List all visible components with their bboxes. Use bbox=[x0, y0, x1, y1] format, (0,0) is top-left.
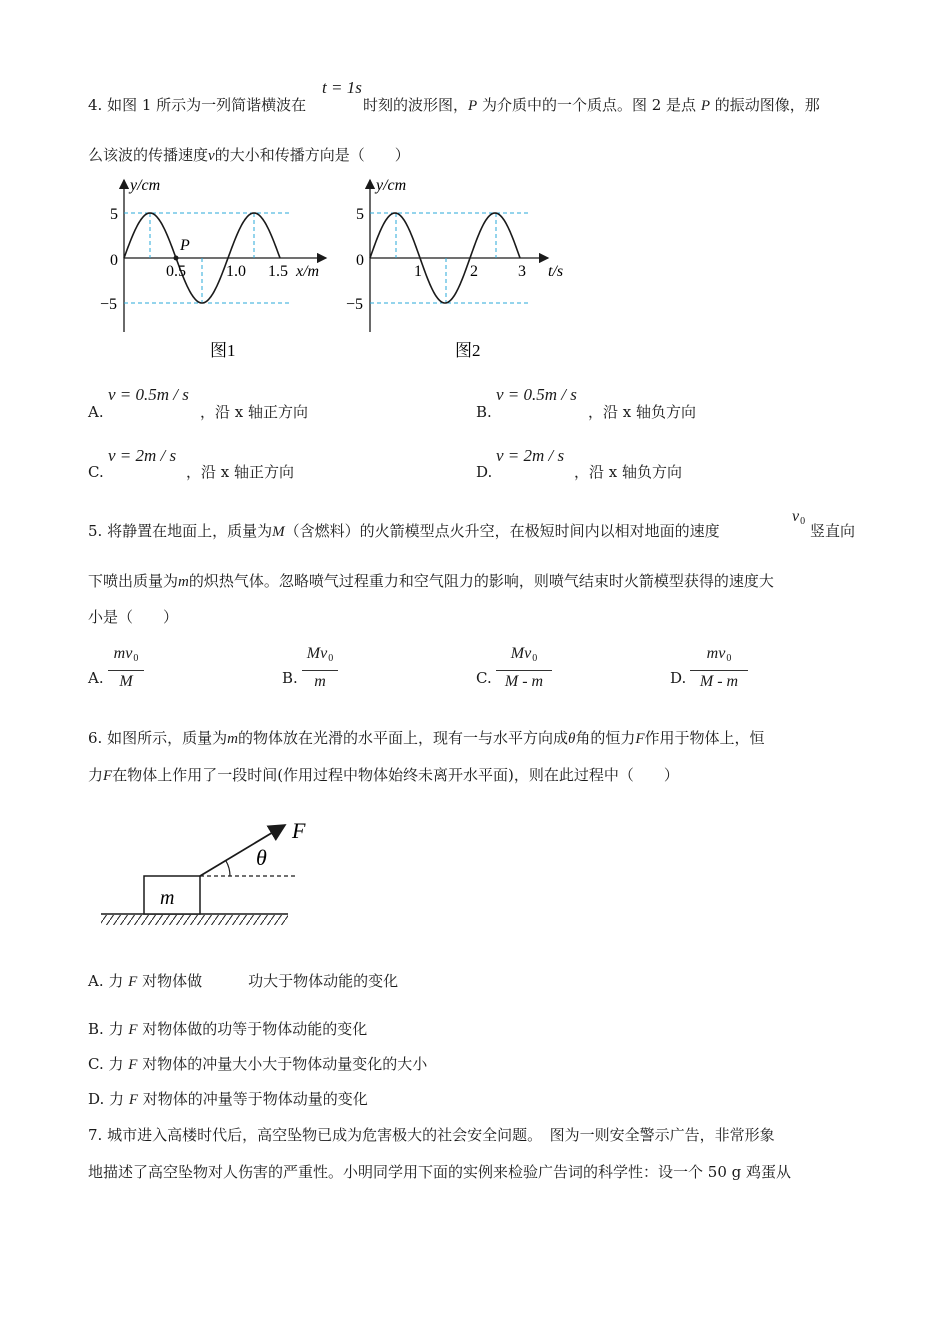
fig1-ytick: 0 bbox=[110, 252, 118, 269]
q5-text: 的炽热气体。忽略喷气过程重力和空气阻力的影响，则喷气结束时火箭模型获得的速度大 bbox=[188, 572, 774, 590]
frac-den: M - m bbox=[699, 673, 739, 690]
v0-base: v bbox=[792, 508, 800, 525]
q6-text: 角的恒力 bbox=[575, 729, 636, 747]
q6-line2 bbox=[88, 765, 679, 786]
q5-option-c-fraction bbox=[496, 644, 552, 692]
q4-option-d[interactable] bbox=[476, 462, 492, 482]
q5-option-d-fraction bbox=[690, 644, 748, 692]
ground-hatch bbox=[101, 915, 288, 925]
q5-line2 bbox=[88, 571, 774, 592]
fig1-xtick: 1.0 bbox=[226, 263, 246, 280]
q5-option-d[interactable]: D. bbox=[670, 669, 687, 687]
frac-num: mv bbox=[113, 645, 133, 662]
angle-label: θ bbox=[256, 845, 267, 870]
frac-sub: 0 bbox=[532, 653, 538, 664]
option-text: 力 bbox=[104, 1090, 129, 1108]
frac-num: Mv bbox=[306, 645, 328, 662]
fig2-x-label: t/s bbox=[548, 263, 564, 280]
fig2-ytick: −5 bbox=[346, 296, 364, 313]
fig1-ytick: 5 bbox=[110, 206, 118, 223]
q5-line1 bbox=[88, 521, 720, 542]
q4-option-b[interactable] bbox=[476, 402, 492, 422]
force-label: F bbox=[292, 818, 306, 843]
q5-v0 bbox=[792, 508, 805, 527]
q6-m: m bbox=[227, 731, 238, 747]
q6-F: F bbox=[635, 731, 645, 747]
frac-sub: 0 bbox=[726, 653, 732, 664]
q4-time-formula bbox=[322, 78, 362, 98]
q4-text: 的大小和传播方向是（ ） bbox=[214, 146, 410, 164]
option-text: 对物体做 bbox=[137, 972, 203, 990]
q5-M: M bbox=[272, 524, 285, 540]
fig1-y-label: y/cm bbox=[130, 177, 161, 194]
q4-time-eq: t = 1s bbox=[322, 78, 362, 97]
fig2-ytick: 5 bbox=[356, 206, 364, 223]
q4-figure2 bbox=[343, 172, 583, 367]
q5-m: m bbox=[178, 574, 189, 590]
fig1-x-label: x/m bbox=[296, 263, 320, 280]
frac-num: mv bbox=[706, 645, 726, 662]
q5-line3: 小是（ ） bbox=[88, 608, 179, 626]
q5-option-b-fraction bbox=[302, 644, 338, 692]
option-letter: C. bbox=[88, 463, 104, 481]
fig2-xtick: 3 bbox=[518, 263, 526, 280]
q6-theta: θ bbox=[567, 731, 576, 747]
fig1-xtick: 1.5 bbox=[268, 263, 288, 280]
option-text: 对物体做的功等于物体动能的变化 bbox=[137, 1020, 368, 1038]
frac-den: M - m bbox=[504, 673, 544, 690]
fig2-xtick: 2 bbox=[470, 263, 478, 280]
q5-line1-end: 竖直向 bbox=[810, 522, 856, 540]
mass-label: m bbox=[160, 887, 175, 909]
v0-sub: 0 bbox=[800, 516, 806, 527]
q4-option-d-formula: v = 2m / s bbox=[496, 446, 565, 465]
q4-text: 为介质中的一个质点。图 2 是点 bbox=[477, 96, 701, 114]
option-letter: A. bbox=[88, 972, 104, 990]
q4-P: P bbox=[700, 98, 710, 114]
frac-num: Mv bbox=[510, 645, 532, 662]
q6-option-c[interactable] bbox=[88, 1054, 427, 1075]
q4-option-c[interactable] bbox=[88, 462, 104, 482]
fig2-caption: 图2 bbox=[455, 341, 481, 360]
q5-option-a-fraction bbox=[108, 644, 144, 692]
q6-text: 的物体放在光滑的水平面上，现有一与水平方向成 bbox=[237, 729, 568, 747]
q4-option-d-text: ，沿 x 轴负方向 bbox=[574, 463, 682, 481]
q4-option-b-text: ，沿 x 轴负方向 bbox=[588, 403, 696, 421]
frac-den: m bbox=[314, 673, 326, 690]
option-letter: D. bbox=[88, 1090, 105, 1108]
fig1-xtick: 0.5 bbox=[166, 263, 186, 280]
fig2-ytick: 0 bbox=[356, 252, 364, 269]
q6-line1 bbox=[88, 728, 765, 749]
q5-option-c[interactable]: C. bbox=[476, 669, 492, 687]
frac-den: M bbox=[119, 673, 133, 690]
option-text: 力 bbox=[103, 972, 129, 990]
option-text: 对物体的冲量等于物体动量的变化 bbox=[137, 1090, 368, 1108]
option-letter: B. bbox=[476, 403, 492, 421]
fig1-point-P bbox=[174, 256, 179, 261]
option-letter: A. bbox=[88, 403, 104, 421]
option-text: 力 bbox=[103, 1055, 129, 1073]
q4-option-c-text: ，沿 x 轴正方向 bbox=[186, 463, 294, 481]
q6-force-diagram bbox=[96, 810, 326, 935]
fig1-P-label: P bbox=[180, 237, 190, 254]
q4-line1-rest bbox=[363, 95, 820, 116]
fig2-xtick: 1 bbox=[414, 263, 422, 280]
option-letter: C. bbox=[88, 1055, 104, 1073]
q4-option-b-formula: v = 0.5m / s bbox=[496, 385, 577, 404]
option-letter: B. bbox=[88, 1020, 104, 1038]
q6-option-a[interactable] bbox=[88, 971, 398, 992]
option-letter: D. bbox=[476, 463, 493, 481]
q4-v: v bbox=[208, 148, 215, 164]
q4-text: 4. 如图 1 所示为一列简谐横波在 bbox=[88, 96, 307, 114]
option-text: 功大于物体动能的变化 bbox=[248, 972, 399, 990]
frac-sub: 0 bbox=[328, 653, 334, 664]
q5-text: （含燃料）的火箭模型点火升空，在极短时间内以相对地面的速度 bbox=[284, 522, 720, 540]
angle-arc bbox=[226, 861, 230, 876]
q4-text: 么该波的传播速度 bbox=[88, 146, 209, 164]
option-F: F bbox=[128, 1057, 138, 1073]
force-arrow bbox=[200, 825, 285, 876]
option-text: 力 bbox=[103, 1020, 129, 1038]
q4-option-c-formula: v = 2m / s bbox=[108, 446, 177, 465]
q5-option-b[interactable]: B. bbox=[282, 669, 298, 687]
option-F: F bbox=[128, 1092, 138, 1108]
q6-text: 作用于物体上，恒 bbox=[644, 729, 765, 747]
q5-text: 5. 将静置在地面上，质量为 bbox=[88, 522, 273, 540]
frac-sub: 0 bbox=[133, 653, 139, 664]
q4-option-a[interactable] bbox=[88, 402, 104, 422]
q6-option-b[interactable] bbox=[88, 1019, 367, 1040]
q5-option-a[interactable]: A. bbox=[88, 669, 104, 687]
q6-option-d[interactable] bbox=[88, 1089, 368, 1110]
q4-text: 的振动图像，那 bbox=[709, 96, 820, 114]
fig2-y-label: y/cm bbox=[376, 177, 407, 194]
q4-P: P bbox=[468, 98, 478, 114]
q4-figure1 bbox=[96, 172, 346, 367]
option-F: F bbox=[128, 1022, 138, 1038]
q6-F: F bbox=[103, 768, 113, 784]
q6-text: 6. 如图所示，质量为 bbox=[88, 729, 228, 747]
q4-line1 bbox=[88, 95, 306, 115]
option-text: 对物体的冲量大小大于物体动量变化的大小 bbox=[137, 1055, 428, 1073]
q4-text: 时刻的波形图， bbox=[363, 96, 469, 114]
q7-line1: 7. 城市进入高楼时代后，高空坠物已成为危害极大的社会安全问题。 图为一则安全警示广告，非常形象 bbox=[88, 1126, 775, 1144]
fig1-caption: 图1 bbox=[210, 341, 236, 360]
q5-text: 下喷出质量为 bbox=[88, 572, 179, 590]
fig1-ytick: −5 bbox=[100, 296, 118, 313]
option-F: F bbox=[128, 974, 138, 990]
q6-text: 在物体上作用了一段时间(作用过程中物体始终未离开水平面)，则在此过程中（ ） bbox=[112, 766, 679, 784]
q4-option-a-text: ，沿 x 轴正方向 bbox=[200, 403, 308, 421]
q4-option-a-formula: v = 0.5m / s bbox=[108, 385, 189, 404]
q7-line2: 地描述了高空坠物对人伤害的严重性。小明同学用下面的实例来检验广告词的科学性：设一个 50 g 鸡蛋从 bbox=[88, 1163, 791, 1181]
q6-text: 力 bbox=[88, 766, 104, 784]
q4-line2 bbox=[88, 145, 410, 166]
